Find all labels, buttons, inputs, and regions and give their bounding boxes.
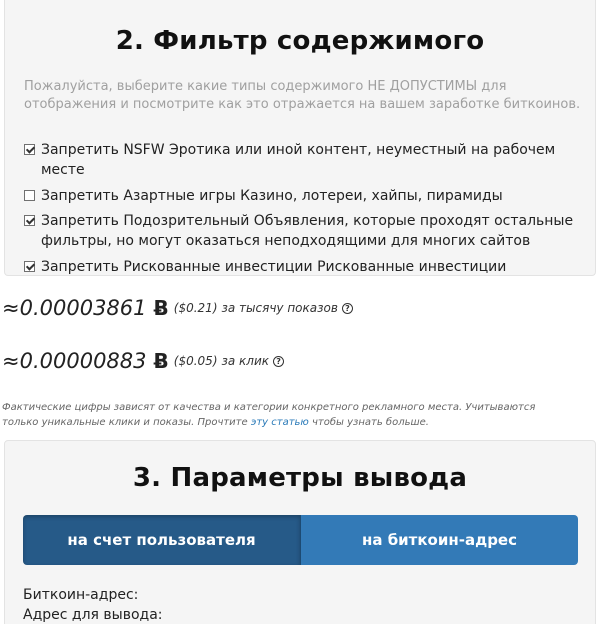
withdraw-options-panel [4,440,596,624]
disclaimer-text: Фактические цифры зависят от качества и категории конкретного рекламного места. Учитываются только уникальные клики и показы. Прочтите [2,402,536,428]
gambling-checkbox[interactable] [24,190,35,201]
filter-option-suspicious[interactable] [24,211,584,251]
help-icon[interactable]: ? [342,303,353,314]
content-filter-title: 2. Фильтр содержимого [115,26,485,56]
article-link[interactable]: эту статью [250,417,309,428]
price-per-thousand-row [2,296,353,320]
disclaimer-text-end: чтобы узнать больше. [308,417,429,428]
price-per-click-amount: ≈0.00000883 [2,349,147,373]
filter-option-nsfw[interactable] [24,140,584,180]
risky-investments-option-label: Запретить Рискованные инвестиции Рискованные инвестиции [41,259,507,275]
tab-bitcoin-address[interactable]: на биткоин-адрес [301,515,578,565]
price-per-thousand-label: за тысячу показов [221,301,338,315]
price-per-click-usd: ($0.05) [173,354,218,368]
price-per-thousand-usd: ($0.21) [173,301,218,315]
filter-option-gambling[interactable] [24,186,584,206]
tab-user-account[interactable]: на счет пользователя [23,515,301,565]
withdraw-address-label: Адрес для вывода: [23,607,163,623]
nsfw-checkbox[interactable] [24,144,35,155]
content-filter-panel [4,0,596,276]
suspicious-option-label: Запретить Подозрительный Объявления, которые проходят остальные фильтры, но могут оказаться неподходящими для многих сайтов [41,213,574,249]
earnings-disclaimer [2,400,562,430]
bitcoin-icon: Ƀ [153,349,169,373]
bitcoin-address-label: Биткоин-адрес: [23,587,139,603]
suspicious-checkbox[interactable] [24,215,35,226]
content-filter-hint: Пожалуйста, выберите какие типы содержимого НЕ ДОПУСТИМЫ для отображения и посмотрите как это отражается на вашем заработке биткоинов. [24,79,581,112]
bitcoin-icon: Ƀ [153,296,169,320]
filter-option-risky-investments[interactable] [24,257,584,277]
risky-investments-checkbox[interactable] [24,261,35,272]
withdraw-tabs [23,515,578,565]
filter-options-list [24,140,584,283]
withdraw-options-title: 3. Параметры вывода [132,463,468,493]
help-icon[interactable]: ? [273,356,284,367]
nsfw-option-label: Запретить NSFW Эротика или иной контент, неуместный на рабочем месте [41,142,556,178]
price-per-thousand-amount: ≈0.00003861 [2,296,147,320]
gambling-option-label: Запретить Азартные игры Казино, лотереи, хайпы, пирамиды [41,188,503,204]
price-per-click-label: за клик [221,354,270,368]
price-per-click-row [2,349,284,373]
